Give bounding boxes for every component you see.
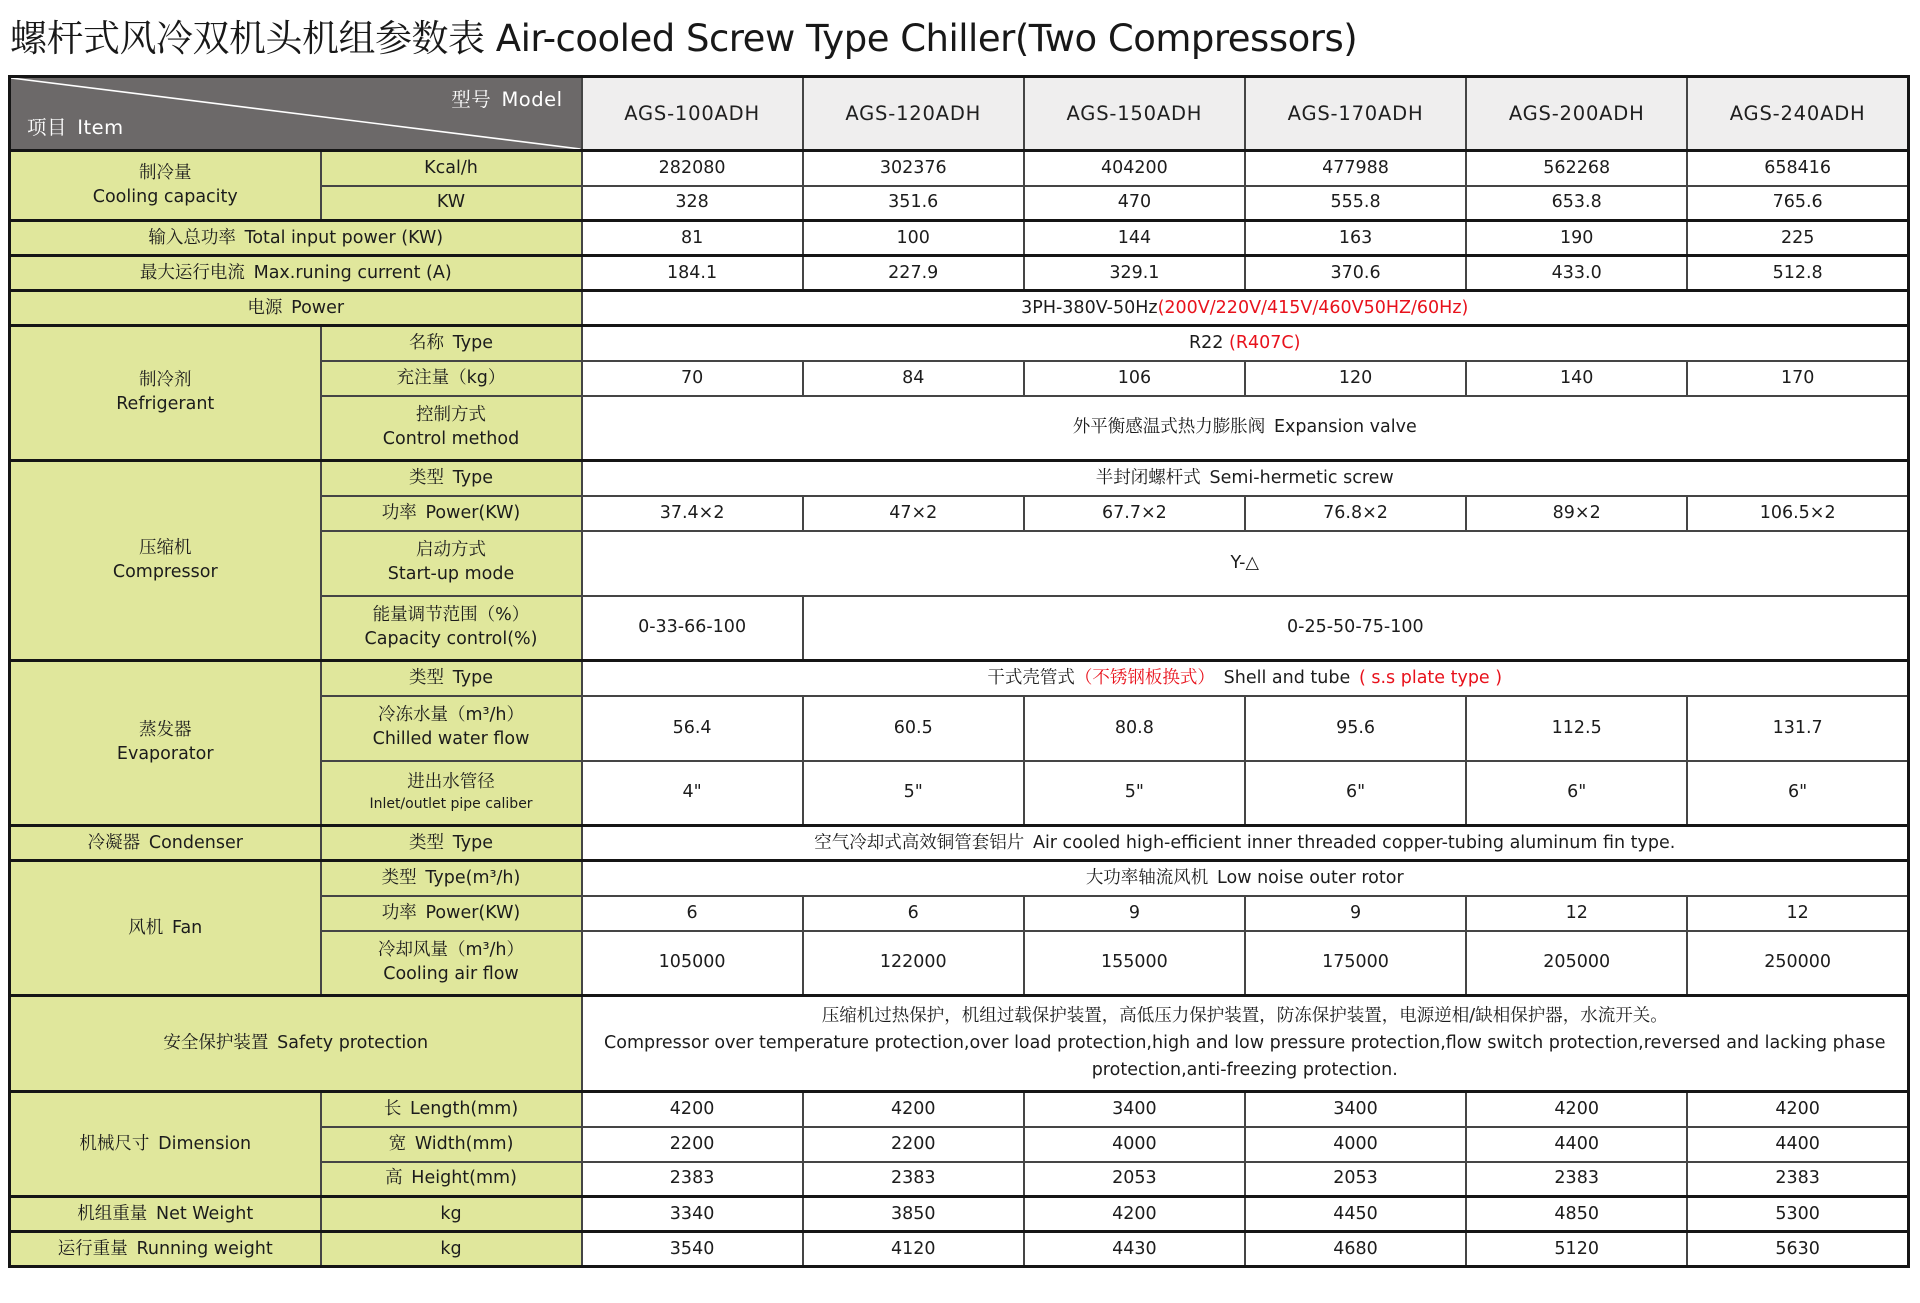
page-title: 螺杆式风冷双机头机组参数表 Air-cooled Screw Type Chiller(Two Compressors) <box>10 17 1358 60</box>
corner-item-label: 项目 Item <box>27 115 124 139</box>
condenser-group-label: 冷凝器 Condenser <box>10 826 321 861</box>
cooling-kcal-row <box>10 151 1909 186</box>
model-header-2: AGS-150ADH <box>1024 77 1245 151</box>
kw-unit-label: KW <box>321 186 582 221</box>
net-weight-value: 4200 <box>1024 1197 1245 1232</box>
chilled-water-flow-en: Chilled water flow <box>372 729 530 749</box>
running-weight-value: 5120 <box>1466 1232 1687 1267</box>
refrigerant-main: R22 <box>1189 332 1224 353</box>
compressor-type-value: 半封闭螺杆式 Semi-hermetic screw <box>582 461 1909 496</box>
startup-mode-label <box>321 531 582 596</box>
fan-power-value: 12 <box>1466 896 1687 931</box>
net-weight-row <box>10 1197 1909 1232</box>
pipe-caliber-label <box>321 761 582 826</box>
running-weight-value: 5630 <box>1687 1232 1908 1267</box>
height-value: 2383 <box>1687 1162 1908 1197</box>
cooling-air-flow-value: 105000 <box>582 931 803 996</box>
evaporator-group-label <box>10 661 321 826</box>
pipe-caliber-value: 6" <box>1245 761 1466 826</box>
cooling-air-flow-value: 205000 <box>1466 931 1687 996</box>
chilled-water-flow-label <box>321 696 582 761</box>
capacity-control-rest: 0-25-50-75-100 <box>803 596 1909 661</box>
height-value: 2383 <box>1466 1162 1687 1197</box>
condenser-row <box>10 826 1909 861</box>
charge-value: 70 <box>582 361 803 396</box>
charge-value: 120 <box>1245 361 1466 396</box>
chilled-water-flow-value: 112.5 <box>1466 696 1687 761</box>
input-power-label: 输入总功率 Total input power (KW) <box>10 221 582 256</box>
pipe-caliber-value: 6" <box>1466 761 1687 826</box>
chilled-water-flow-value: 95.6 <box>1245 696 1466 761</box>
charge-value: 106 <box>1024 361 1245 396</box>
cooling-label-zh: 制冷量 <box>139 162 192 183</box>
refrigerant-group-label <box>10 326 321 461</box>
width-value: 4000 <box>1245 1127 1466 1162</box>
running-weight-value: 3540 <box>582 1232 803 1267</box>
fan-power-value: 6 <box>582 896 803 931</box>
corner-model-label: 型号 Model <box>451 88 563 111</box>
length-row <box>10 1092 1909 1127</box>
evaporator-type-value <box>582 661 1909 696</box>
safety-label: 安全保护装置 Safety protection <box>10 996 582 1092</box>
height-value: 2383 <box>582 1162 803 1197</box>
capacity-control-first: 0-33-66-100 <box>582 596 803 661</box>
kw-value: 351.6 <box>803 186 1024 221</box>
evaporator-label-en: Evaporator <box>116 744 214 764</box>
refrigerant-name-label: 名称 Type <box>321 326 582 361</box>
chilled-water-flow-value: 131.7 <box>1687 696 1908 761</box>
kcal-value: 404200 <box>1024 151 1245 186</box>
evap-type-b1: 干式壳管式 <box>987 667 1075 688</box>
running-weight-unit: kg <box>321 1232 582 1267</box>
max-current-row <box>10 256 1909 291</box>
evap-type-r1: （不锈钢板换式） <box>1074 667 1215 688</box>
pipe-caliber-value: 4" <box>582 761 803 826</box>
startup-mode-zh: 启动方式 <box>416 540 486 561</box>
cooling-air-flow-en: Cooling air flow <box>383 963 519 984</box>
net-weight-value: 3340 <box>582 1197 803 1232</box>
corner-cell <box>10 77 582 151</box>
kw-value: 765.6 <box>1687 186 1908 221</box>
kcal-value: 302376 <box>803 151 1024 186</box>
safety-value <box>582 996 1909 1092</box>
compressor-power-value: 76.8×2 <box>1245 496 1466 531</box>
compressor-type-label: 类型 Type <box>321 461 582 496</box>
refrigerant-label-zh: 制冷剂 <box>139 370 192 391</box>
power-supply-options: (200V/220V/415V/460V50HZ/60Hz) <box>1157 297 1469 318</box>
capacity-control-en: Capacity control(%) <box>364 628 538 649</box>
refrigerant-type-row <box>10 326 1909 361</box>
startup-mode-en: Start-up mode <box>387 564 515 584</box>
height-value: 2383 <box>803 1162 1024 1197</box>
net-weight-label: 机组重量 Net Weight <box>10 1197 321 1232</box>
spec-table <box>8 75 1910 1268</box>
safety-row <box>10 996 1909 1092</box>
height-value: 2053 <box>1024 1162 1245 1197</box>
power-supply-standard: 3PH-380V-50Hz <box>1021 297 1158 318</box>
compressor-power-value: 67.7×2 <box>1024 496 1245 531</box>
model-header-3: AGS-170ADH <box>1245 77 1466 151</box>
control-method-label <box>321 396 582 461</box>
running-weight-value: 4430 <box>1024 1232 1245 1267</box>
max-current-value: 329.1 <box>1024 256 1245 291</box>
pipe-caliber-value: 5" <box>803 761 1024 826</box>
kw-value: 328 <box>582 186 803 221</box>
startup-mode-value: Y-△ <box>582 531 1909 596</box>
compressor-label-zh: 压缩机 <box>139 537 192 558</box>
fan-type-label: 类型 Type(m³/h) <box>321 861 582 896</box>
max-current-value: 512.8 <box>1687 256 1908 291</box>
input-power-value: 144 <box>1024 221 1245 256</box>
chilled-water-flow-value: 56.4 <box>582 696 803 761</box>
control-method-zh: 控制方式 <box>416 405 486 426</box>
power-supply-label: 电源 Power <box>10 291 582 326</box>
fan-power-label: 功率 Power(KW) <box>321 896 582 931</box>
max-current-value: 184.1 <box>582 256 803 291</box>
input-power-value: 225 <box>1687 221 1908 256</box>
cooling-air-flow-value: 122000 <box>803 931 1024 996</box>
compressor-power-value: 47×2 <box>803 496 1024 531</box>
pipe-caliber-value: 5" <box>1024 761 1245 826</box>
running-weight-value: 4680 <box>1245 1232 1466 1267</box>
width-value: 4400 <box>1687 1127 1908 1162</box>
width-label: 宽 Width(mm) <box>321 1127 582 1162</box>
fan-power-value: 9 <box>1024 896 1245 931</box>
width-value: 2200 <box>803 1127 1024 1162</box>
control-method-en: Control method <box>382 428 520 449</box>
fan-power-value: 12 <box>1687 896 1908 931</box>
net-weight-value: 4850 <box>1466 1197 1687 1232</box>
evaporator-label-zh: 蒸发器 <box>139 720 192 741</box>
capacity-control-label <box>321 596 582 661</box>
fan-power-value: 6 <box>803 896 1024 931</box>
width-value: 2200 <box>582 1127 803 1162</box>
model-header-5: AGS-240ADH <box>1687 77 1908 151</box>
input-power-value: 190 <box>1466 221 1687 256</box>
running-weight-row <box>10 1232 1909 1267</box>
compressor-power-value: 89×2 <box>1466 496 1687 531</box>
length-value: 4200 <box>582 1092 803 1127</box>
compressor-power-value: 37.4×2 <box>582 496 803 531</box>
cooling-label-en: Cooling capacity <box>92 186 238 207</box>
condenser-type-value: 空气冷却式高效铜管套铝片 Air cooled high-efficient inner threaded copper-tubing aluminum fin type. <box>582 826 1909 861</box>
evap-type-b2: Shell and tube <box>1214 667 1359 688</box>
condenser-type-label: 类型 Type <box>321 826 582 861</box>
max-current-label: 最大运行电流 Max.runing current (A) <box>10 256 582 291</box>
height-label: 高 Height(mm) <box>321 1162 582 1197</box>
model-header-0: AGS-100ADH <box>582 77 803 151</box>
compressor-label-en: Compressor <box>112 561 218 582</box>
length-value: 4200 <box>1687 1092 1908 1127</box>
refrigerant-label-en: Refrigerant <box>116 394 215 414</box>
kw-value: 555.8 <box>1245 186 1466 221</box>
evaporator-type-row <box>10 661 1909 696</box>
chilled-water-flow-value: 60.5 <box>803 696 1024 761</box>
length-value: 4200 <box>1466 1092 1687 1127</box>
height-value: 2053 <box>1245 1162 1466 1197</box>
net-weight-value: 3850 <box>803 1197 1024 1232</box>
running-weight-label: 运行重量 Running weight <box>10 1232 321 1267</box>
input-power-value: 81 <box>582 221 803 256</box>
safety-zh: 压缩机过热保护，机组过载保护装置，高低压力保护装置，防冻保护装置，电源逆相/缺相保护器，水流开关。 <box>821 1005 1668 1026</box>
model-header-1: AGS-120ADH <box>803 77 1024 151</box>
net-weight-value: 5300 <box>1687 1197 1908 1232</box>
refrigerant-alt: (R407C) <box>1229 332 1301 353</box>
safety-en: Compressor over temperature protection,over load protection,high and low pressure protection,flow switch protection,reversed and lacking phase protection,anti-freezing protection. <box>604 1032 1886 1081</box>
model-header-4: AGS-200ADH <box>1466 77 1687 151</box>
compressor-power-value: 106.5×2 <box>1687 496 1908 531</box>
compressor-type-row <box>10 461 1909 496</box>
length-label: 长 Length(mm) <box>321 1092 582 1127</box>
pipe-caliber-value: 6" <box>1687 761 1908 826</box>
max-current-value: 433.0 <box>1466 256 1687 291</box>
power-supply-value <box>582 291 1909 326</box>
charge-value: 140 <box>1466 361 1687 396</box>
fan-type-value: 大功率轴流风机 Low noise outer rotor <box>582 861 1909 896</box>
evaporator-type-label: 类型 Type <box>321 661 582 696</box>
kw-value: 653.8 <box>1466 186 1687 221</box>
fan-type-row <box>10 861 1909 896</box>
evap-type-r2: ( s.s plate type ) <box>1358 667 1503 688</box>
chilled-water-flow-value: 80.8 <box>1024 696 1245 761</box>
kw-value: 470 <box>1024 186 1245 221</box>
cooling-air-flow-value: 155000 <box>1024 931 1245 996</box>
dimension-group-label: 机械尺寸 Dimension <box>10 1092 321 1197</box>
kcal-value: 282080 <box>582 151 803 186</box>
kcal-value: 658416 <box>1687 151 1908 186</box>
length-value: 3400 <box>1024 1092 1245 1127</box>
width-value: 4000 <box>1024 1127 1245 1162</box>
max-current-value: 227.9 <box>803 256 1024 291</box>
input-power-value: 100 <box>803 221 1024 256</box>
power-supply-row <box>10 291 1909 326</box>
header-row <box>10 77 1909 151</box>
net-weight-unit: kg <box>321 1197 582 1232</box>
fan-power-value: 9 <box>1245 896 1466 931</box>
control-method-value: 外平衡感温式热力膨胀阀 Expansion valve <box>582 396 1909 461</box>
charge-label: 充注量（kg） <box>321 361 582 396</box>
kcal-value: 477988 <box>1245 151 1466 186</box>
pipe-caliber-en: Inlet/outlet pipe caliber <box>369 796 533 813</box>
length-value: 3400 <box>1245 1092 1466 1127</box>
running-weight-value: 4120 <box>803 1232 1024 1267</box>
cooling-air-flow-value: 250000 <box>1687 931 1908 996</box>
kcal-unit-label: Kcal/h <box>321 151 582 186</box>
fan-group-label: 风机 Fan <box>10 861 321 996</box>
refrigerant-name-value <box>582 326 1909 361</box>
charge-value: 170 <box>1687 361 1908 396</box>
max-current-value: 370.6 <box>1245 256 1466 291</box>
input-power-row <box>10 221 1909 256</box>
kcal-value: 562268 <box>1466 151 1687 186</box>
net-weight-value: 4450 <box>1245 1197 1466 1232</box>
pipe-caliber-zh: 进出水管径 <box>407 772 495 793</box>
chilled-water-flow-zh: 冷冻水量（m³/h） <box>377 705 525 726</box>
cooling-air-flow-zh: 冷却风量（m³/h） <box>377 940 525 961</box>
compressor-power-label: 功率 Power(KW) <box>321 496 582 531</box>
cooling-group-label <box>10 151 321 221</box>
length-value: 4200 <box>803 1092 1024 1127</box>
width-value: 4400 <box>1466 1127 1687 1162</box>
cooling-air-flow-label <box>321 931 582 996</box>
charge-value: 84 <box>803 361 1024 396</box>
input-power-value: 163 <box>1245 221 1466 256</box>
cooling-air-flow-value: 175000 <box>1245 931 1466 996</box>
capacity-control-zh: 能量调节范围（%） <box>372 605 530 626</box>
compressor-group-label <box>10 461 321 661</box>
